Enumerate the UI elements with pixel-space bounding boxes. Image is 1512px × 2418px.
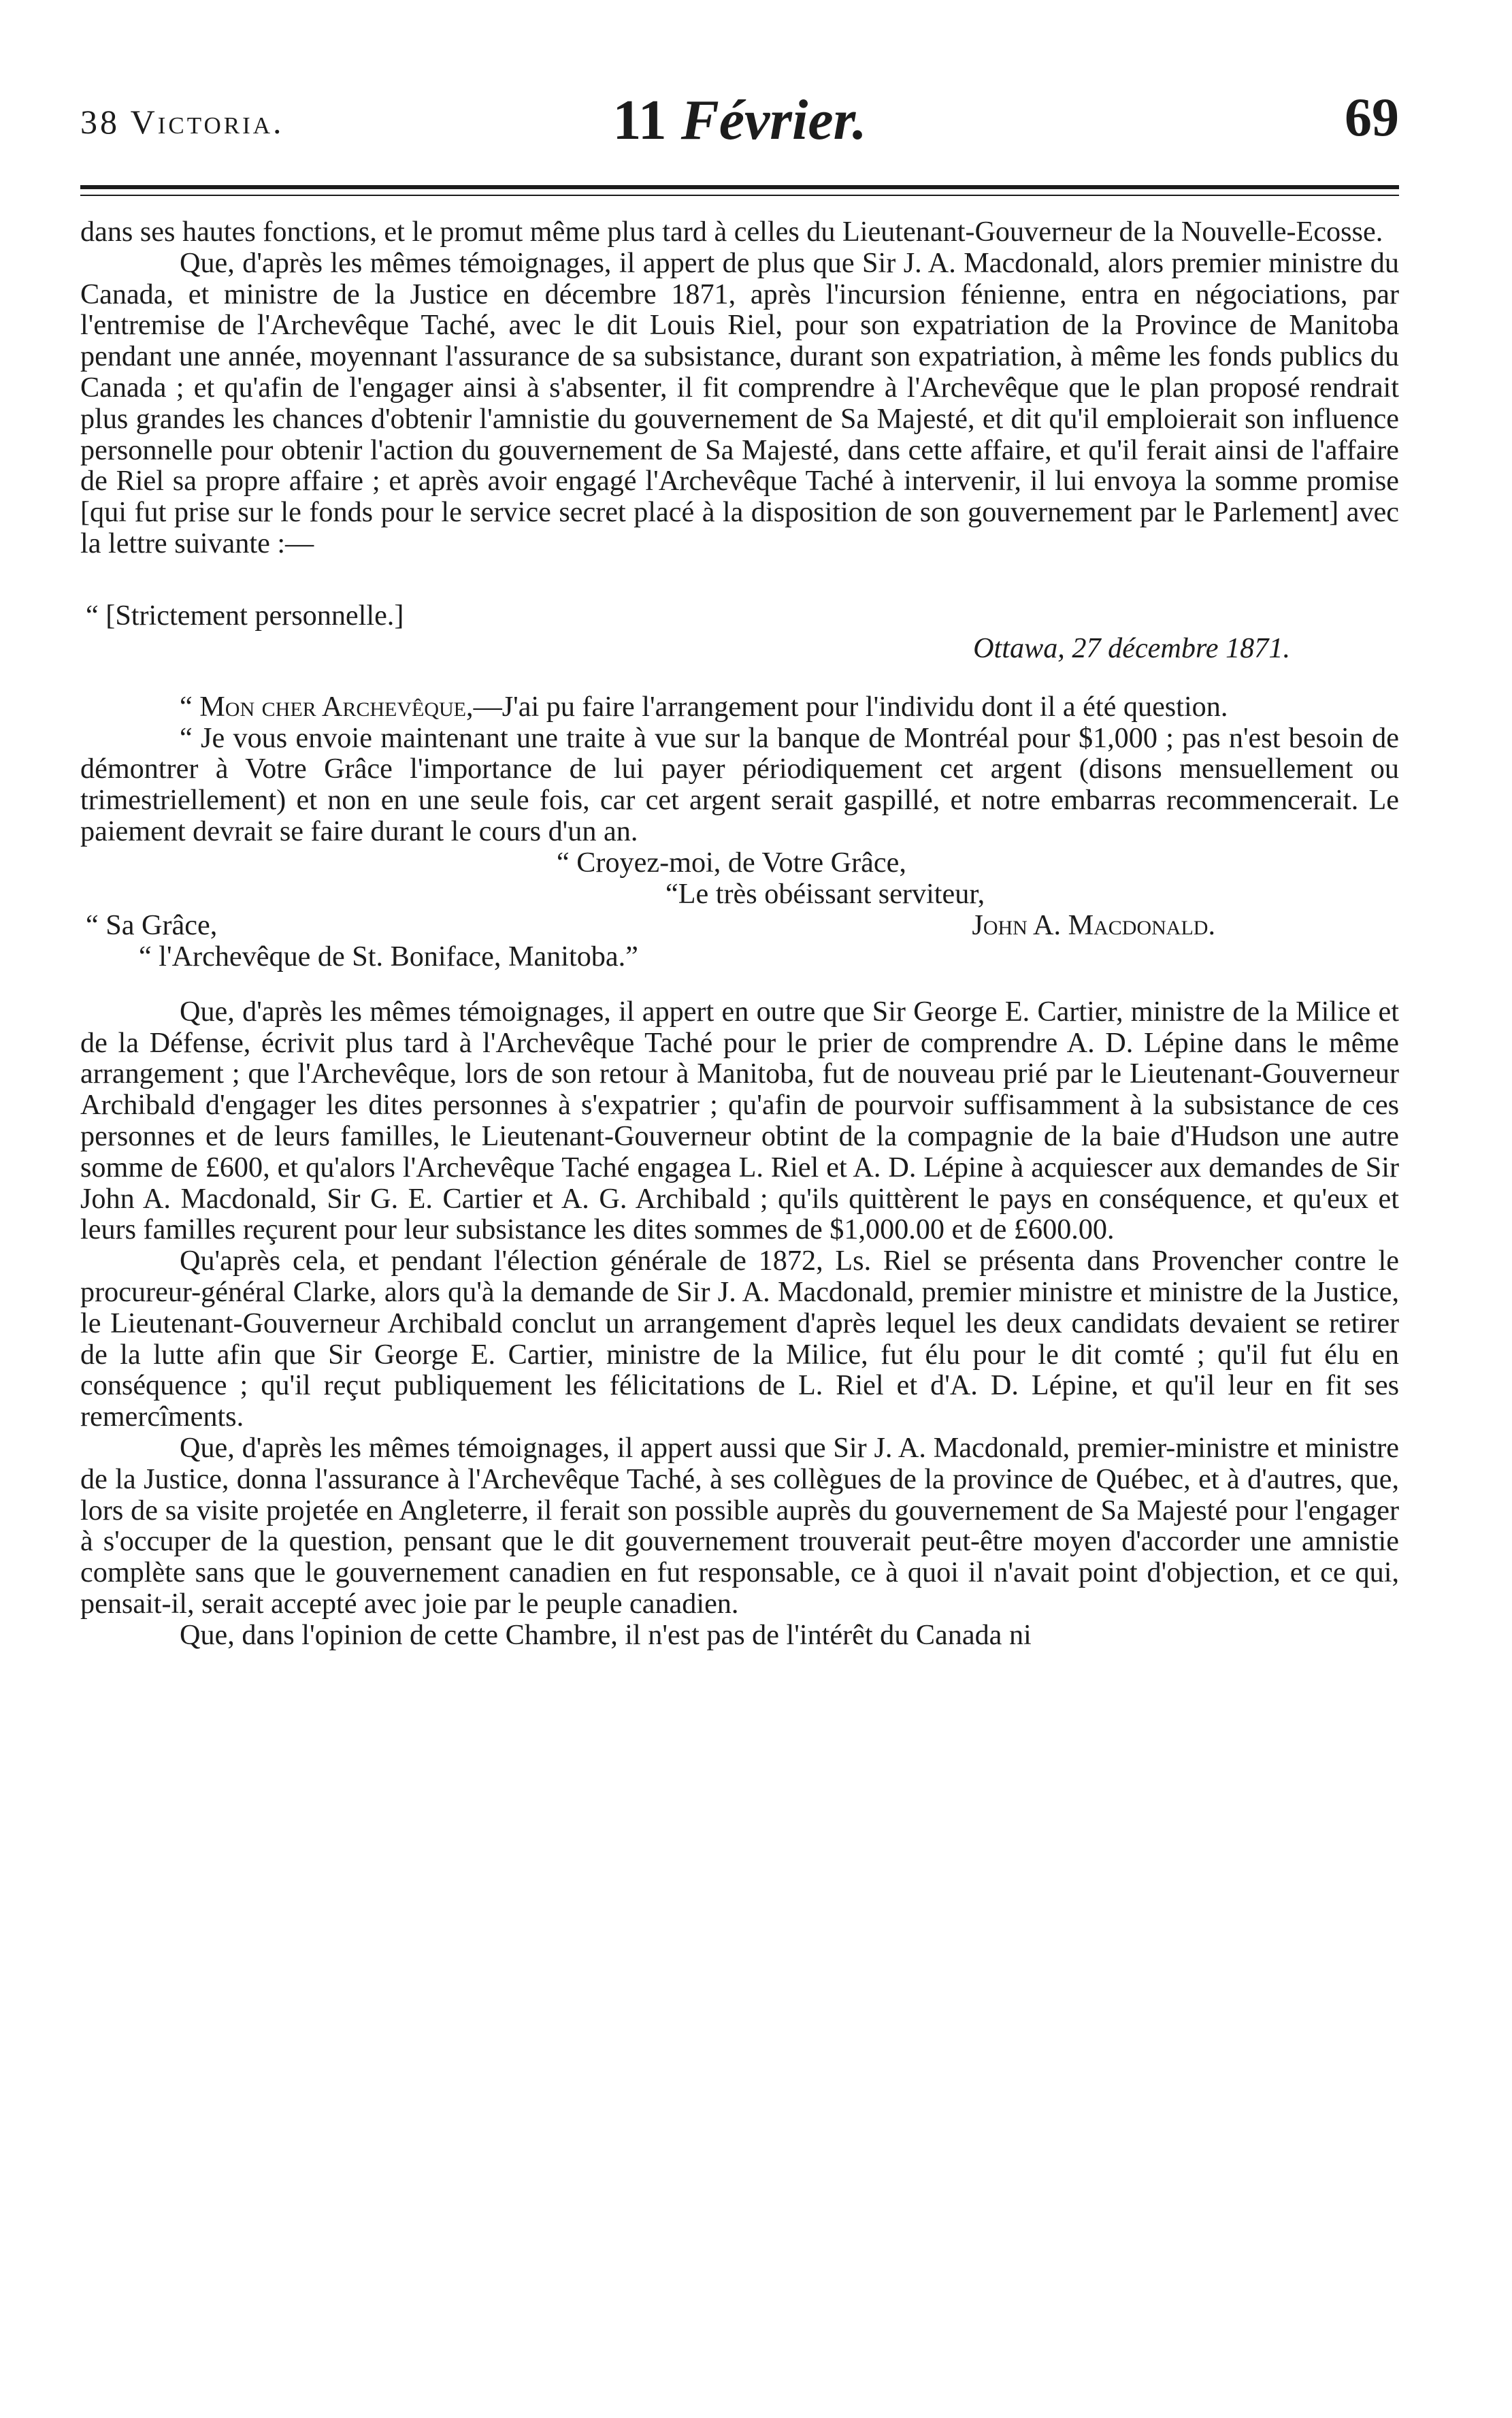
closing-line-1: “ Croyez-moi, de Votre Grâce, [557,846,906,879]
session-label: 38 Victoria. [80,103,284,141]
letter-place-date: Ottawa, 27 décembre 1871. [973,632,1290,664]
running-head [80,87,1399,155]
letter-addressee: “ Sa Grâce, [86,909,218,941]
letter-address: “ l'Archevêque de St. Boniface, Manitoba.” [139,940,638,973]
header-rule-thick [80,185,1399,189]
letter-confidential-note: “ [Strictement personnelle.] [86,599,404,632]
date-month: Février. [680,88,867,152]
paragraph-amnesty-assurance: Que, d'après les mêmes témoignages, il appert aussi que Sir J. A. Macdonald, premier-ministre et ministre de la Justice, donna l'assurance à l'Archevêque Taché, à ses collègues de la province de Québec, et à d'autres, que, lors de sa visite projetée en Angleterre, il ferait son possible auprès du gouvernement de Sa Majesté pour l'engager à s'occuper de la question, pensant que le dit gouvernement trouverait peut-être moyen d'accorder une amnistie complète sans que le gouvernement canadien en fut responsable, ce à quoi il n'avait point d'objection, et ce qui, pensait-il, serait accepté avec joie par le peuple canadien. [80,1431,1399,1620]
spacer [80,973,1399,996]
paragraph-continuation: dans ses hautes fonctions, et le promut même plus tard à celles du Lieutenant-Gouverneur de la Nouvelle-Ecosse. [80,216,1383,248]
journal-date [80,87,1399,153]
salutation-label: “ Mon cher Archevêque, [180,690,474,723]
letter-salutation [80,691,1399,723]
body-text [80,216,1399,1650]
spacer [80,668,1399,691]
letter-signature: John A. Macdonald. [972,909,1215,941]
letter-closing [80,847,1399,973]
paragraph-cartier-lepine: Que, d'après les mêmes témoignages, il appert en outre que Sir George E. Cartier, ministre de la Milice et de la Défense, écrivit plus tard à l'Archevêque Taché pour le prier de comprendre A. D. Lépine dans le même arrangement ; que l'Archevêque, lors de son retour à Manitoba, fut de nouveau prié par le Lieutenant-Gouverneur Archibald d'engager les dites personnes à s'expatrier ; qu'afin de pourvoir suffisamment à la subsistance de ces personnes et de leurs familles, le Lieutenant-Gouverneur obtint de la compagnie de la baie d'Hudson une autre somme de £600, et qu'alors l'Archevêque Taché engagea L. Riel et A. D. Lépine à acquiescer aux demandes de Sir John A. Macdonald, Sir G. E. Cartier et A. G. Archibald ; qu'ils quittèrent le pays en conséquence, et qu'eux et leurs familles reçurent pour leur subsistance les dites sommes de $1,000.00 et de £600.00. [80,995,1399,1246]
letter-header [80,600,1399,668]
page-number: 69 [1345,88,1399,148]
paragraph-chamber-opinion: Que, dans l'opinion de cette Chambre, il n'est pas de l'intérêt du Canada ni [180,1618,1032,1651]
paragraph-election-1872: Qu'après cela, et pendant l'élection générale de 1872, Ls. Riel se présenta dans Provencher contre le procureur-général Clarke, alors qu'à la demande de Sir J. A. Macdonald, premier ministre et ministre de la Justice, le Lieutenant-Gouverneur Archibald conclut un arrangement d'après lequel les deux candidats devaient se retirer de la lutte afin que Sir George E. Cartier, ministre de la Milice, fut élu pour le dit comté ; qu'il fut élu en conséquence ; qu'il reçut publiquement les félicitations de L. Riel et d'A. D. Lépine, et qu'il leur en fit ses remercîments. [80,1245,1399,1433]
paragraph-macdonald-negotiations: Que, d'après les mêmes témoignages, il appert de plus que Sir J. A. Macdonald, alors premier ministre du Canada, et ministre de la Justice en décembre 1871, après l'incursion fénienne, entra en négociations, par l'entremise de l'Archevêque Taché, avec le dit Louis Riel, pour son expatriation de la Province de Manitoba pendant une année, moyennant l'assurance de sa subsistance, durant son expatriation, à même les fonds publics du Canada ; et qu'afin de l'engager ainsi à s'absenter, il fit comprendre à l'Archevêque que le plan proposé rendrait plus grandes les chances d'obtenir l'amnistie du gouvernement de Sa Majesté, et dit qu'il emploierait son influence personnelle pour obtenir l'action du gouvernement de Sa Majesté, dans cette affaire, et qu'il ferait ainsi de l'affaire de Riel sa propre affaire ; et après avoir engagé l'Archevêque Taché à intervenir, il lui envoya la somme promise [qui fut prise sur le fonds pour le service secret placé à la disposition de son gouvernement par le Parlement] avec la lettre suivante :— [80,246,1399,559]
salutation-text: —J'ai pu faire l'arrangement pour l'individu dont il a été question. [473,690,1228,723]
letter-body: “ Je vous envoie maintenant une traite à vue sur la banque de Montréal pour $1,000 ; pas n'est besoin de démontrer à Votre Grâce l'importance de lui payer périodiquement cet argent (disons mensuellement ou trimestriellement) et non en une seule fois, car cet argent serait gaspillé, et notre embarras recommencerait. Le paiement devrait se faire durant le cours d'un an. [80,721,1399,847]
closing-line-2: “Le très obéissant serviteur, [665,877,985,910]
header-rule-thin [80,195,1399,196]
spacer [80,559,1399,600]
date-day: 11 [612,88,667,152]
